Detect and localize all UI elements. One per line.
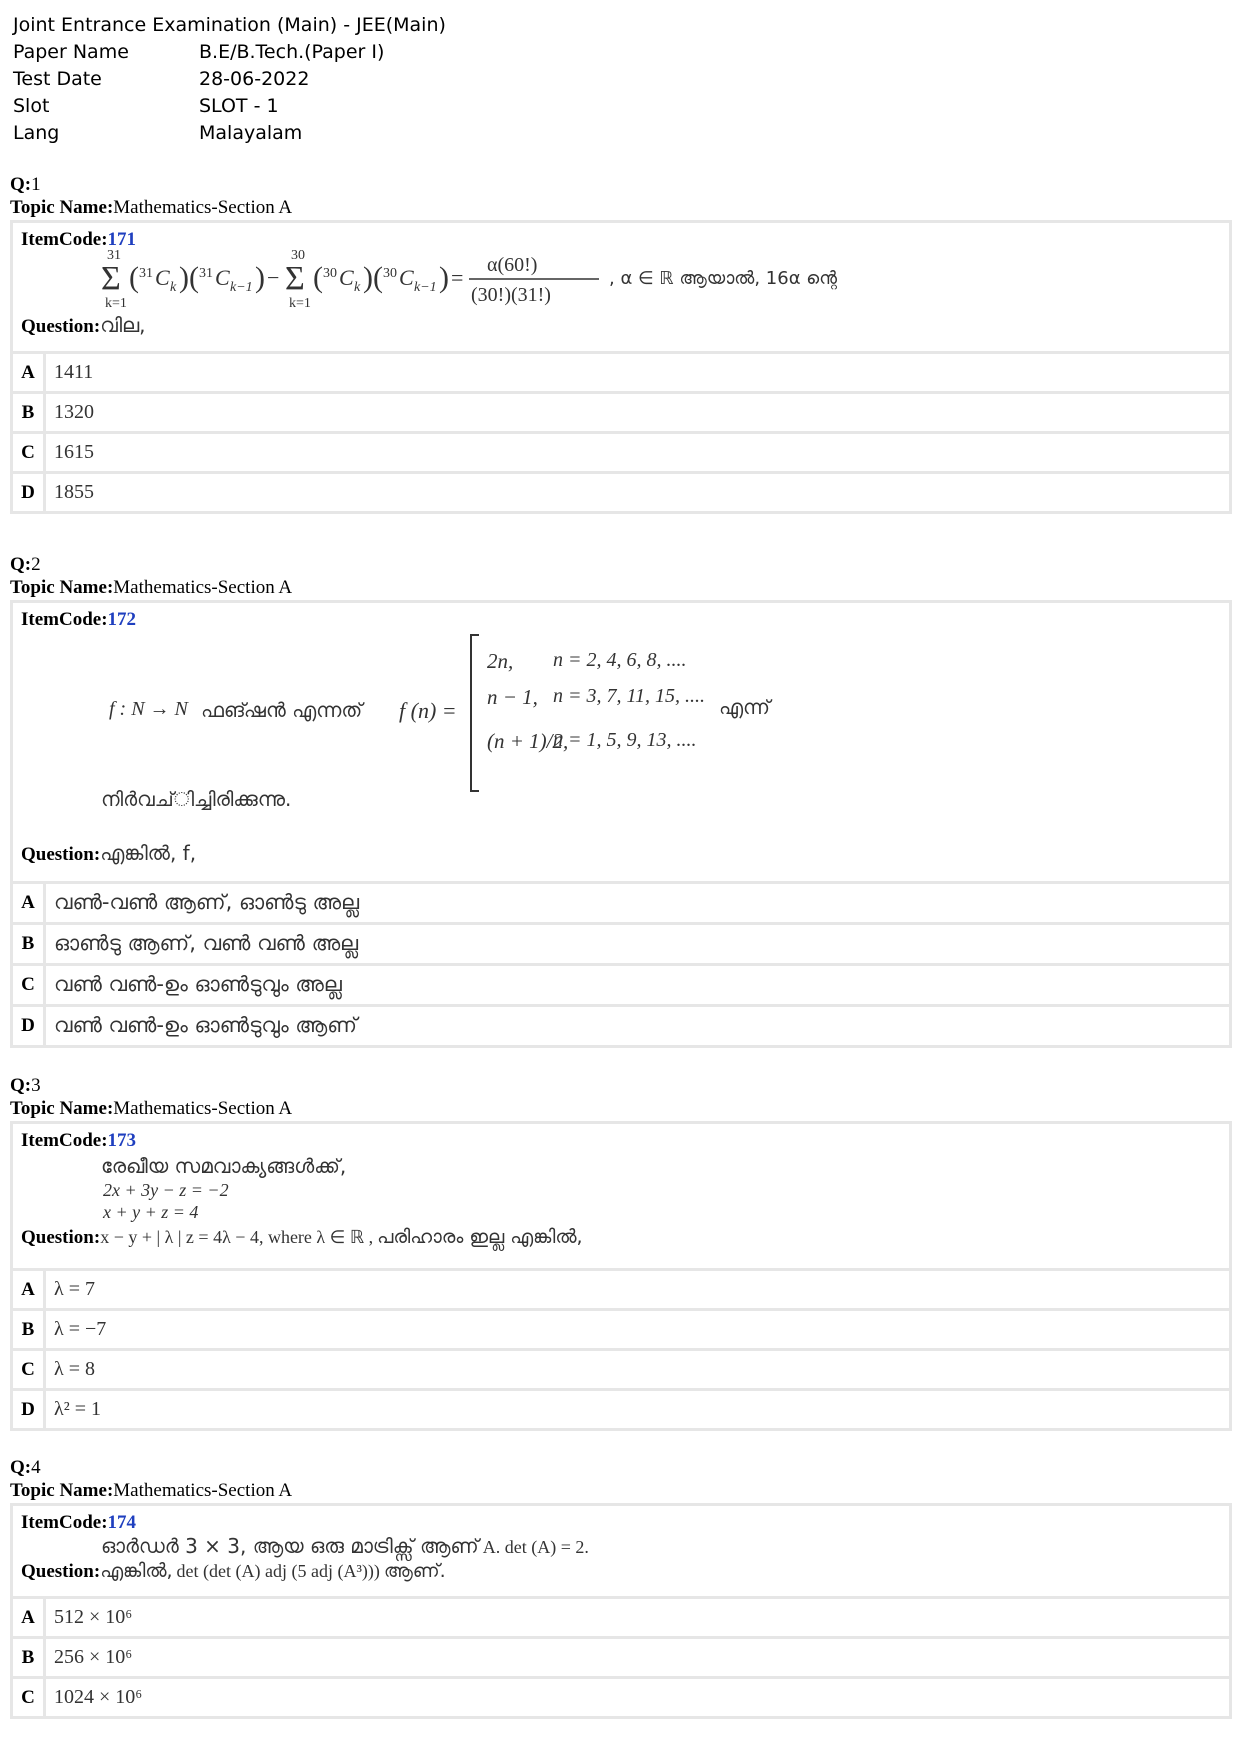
topic-name: Topic Name:Mathematics-Section A xyxy=(10,197,293,218)
case-bracket xyxy=(467,633,481,793)
case-cond: n = 3, 7, 11, 15, .... xyxy=(553,685,706,707)
svg-text:C: C xyxy=(339,265,354,290)
stem-suffix: എന്ന് xyxy=(719,695,771,719)
function-def: f : N → N xyxy=(109,698,188,720)
svg-text:): ) xyxy=(179,261,189,294)
stem-line: ഓർഡർ 3 × 3, ആയ ഒരു മാട്രിക്സ് ആണ് A. det (A) = 2. xyxy=(101,1534,589,1558)
option-b[interactable]: B 256 × 10⁶ xyxy=(13,1639,1229,1679)
question-number: Q:1 xyxy=(10,174,41,195)
question-number: Q:2 xyxy=(10,554,41,575)
option-a[interactable]: A 512 × 10⁶ xyxy=(13,1599,1229,1639)
svg-text:=: = xyxy=(451,265,464,290)
svg-text:31: 31 xyxy=(199,266,213,281)
item-code: ItemCode:172 xyxy=(21,609,137,630)
info-key: Slot xyxy=(13,95,50,117)
svg-text:−: − xyxy=(267,265,280,290)
info-value: Malayalam xyxy=(199,122,303,144)
svg-text:k: k xyxy=(354,280,361,295)
info-row xyxy=(13,66,384,93)
option-c[interactable]: C λ = 8 xyxy=(13,1351,1229,1391)
equation-1: 2x + 3y − z = −2 xyxy=(103,1180,229,1200)
question-line: Question:എങ്കിൽ, det (det (A) adj (5 adj (A³))) ആണ്. xyxy=(21,1560,446,1582)
question-block-1 xyxy=(10,173,1232,514)
svg-text:): ) xyxy=(255,261,265,294)
svg-text:Σ: Σ xyxy=(101,260,121,297)
svg-text:): ) xyxy=(363,261,373,294)
svg-text:k: k xyxy=(170,280,177,295)
question-number: Q:3 xyxy=(10,1075,41,1096)
case-expr: n − 1, xyxy=(487,685,538,709)
option-a[interactable]: A 1411 xyxy=(13,354,1229,394)
exam-header xyxy=(13,12,446,147)
svg-text:(: ( xyxy=(373,261,383,294)
case-expr: 2n, xyxy=(487,649,514,673)
info-row xyxy=(13,39,384,66)
stem-line-1: രേഖീയ സമവാക്യങ്ങൾക്ക്, xyxy=(101,1154,347,1178)
svg-text:30: 30 xyxy=(323,266,337,281)
option-c[interactable]: C വൺ വൺ-ഉം ഓൺടുവും അല്ല xyxy=(13,966,1229,1007)
info-value: SLOT - 1 xyxy=(199,95,279,117)
stem-text: ഫങ്ഷൻ എന്നത് xyxy=(201,698,363,722)
topic-name: Topic Name:Mathematics-Section A xyxy=(10,1098,293,1119)
svg-text:30: 30 xyxy=(383,266,397,281)
svg-text:(: ( xyxy=(189,261,199,294)
svg-text:k−1: k−1 xyxy=(414,280,437,295)
question-block-4 xyxy=(10,1456,1232,1719)
exam-info-table xyxy=(13,39,384,147)
option-a[interactable]: A λ = 7 xyxy=(13,1271,1229,1311)
question-line: Question:എങ്കിൽ, f, xyxy=(21,841,197,865)
svg-text:k=1: k=1 xyxy=(289,296,311,311)
case-cond: n = 2, 4, 6, 8, .... xyxy=(553,649,687,671)
svg-text:Σ: Σ xyxy=(285,260,305,297)
svg-text:C: C xyxy=(155,265,170,290)
svg-text:C: C xyxy=(215,265,230,290)
question-box xyxy=(10,1503,1232,1719)
question-box xyxy=(10,1121,1232,1431)
info-row xyxy=(13,120,384,147)
stem-suffix: , α ∈ ℝ ആയാൽ, 16α ന്റെ xyxy=(609,268,838,289)
function-lhs: f (n) = xyxy=(399,698,457,723)
option-d[interactable]: D വൺ വൺ-ഉം ഓൺടുവും ആണ് xyxy=(13,1007,1229,1045)
option-c[interactable]: C 1024 × 10⁶ xyxy=(13,1679,1229,1716)
question-box xyxy=(10,220,1232,514)
topic-name: Topic Name:Mathematics-Section A xyxy=(10,577,293,598)
option-d[interactable]: D 1855 xyxy=(13,474,1229,511)
option-d[interactable]: D λ² = 1 xyxy=(13,1391,1229,1428)
svg-text:(: ( xyxy=(313,261,323,294)
option-b[interactable]: B λ = −7 xyxy=(13,1311,1229,1351)
exam-title: Joint Entrance Examination (Main) - JEE(Main) xyxy=(13,14,446,36)
question-line: Question:വില, xyxy=(21,313,146,337)
svg-text:31: 31 xyxy=(139,266,153,281)
question-line: Question:x − y + | λ | z = 4λ − 4, where λ ∈ ℝ , പരിഹാരം ഇല്ല എങ്കിൽ, xyxy=(21,1226,583,1248)
item-code: ItemCode:173 xyxy=(21,1130,137,1151)
info-value: B.E/B.Tech.(Paper I) xyxy=(199,41,385,63)
topic-name: Topic Name:Mathematics-Section A xyxy=(10,1480,293,1501)
question-box xyxy=(10,600,1232,1048)
question-block-2 xyxy=(10,553,1232,1048)
svg-text:): ) xyxy=(439,261,449,294)
item-code: ItemCode:171 xyxy=(21,229,137,250)
svg-text:k−1: k−1 xyxy=(230,280,253,295)
question-number: Q:4 xyxy=(10,1457,41,1478)
case-cond: n = 1, 5, 9, 13, .... xyxy=(553,729,697,751)
stem-line-2: നിർവച്ിച്ചിരിക്കുന്നു. xyxy=(101,787,292,811)
option-c[interactable]: C 1615 xyxy=(13,434,1229,474)
equation-2: x + y + z = 4 xyxy=(103,1202,199,1222)
svg-text:(30!)(31!): (30!)(31!) xyxy=(471,284,551,306)
info-row xyxy=(13,93,384,120)
option-b[interactable]: B ഓൺടു ആണ്, വൺ വൺ അല്ല xyxy=(13,925,1229,966)
svg-text:30: 30 xyxy=(291,248,305,263)
info-key: Test Date xyxy=(13,68,102,90)
question-stem xyxy=(13,603,1229,884)
option-a[interactable]: A വൺ-വൺ ആണ്, ഓൺടു അല്ല xyxy=(13,884,1229,925)
info-value: 28-06-2022 xyxy=(199,68,310,90)
svg-text:31: 31 xyxy=(107,248,121,263)
question-stem xyxy=(13,223,1229,354)
svg-text:k=1: k=1 xyxy=(105,296,127,311)
question-block-3 xyxy=(10,1074,1232,1431)
option-b[interactable]: B 1320 xyxy=(13,394,1229,434)
question-stem xyxy=(13,1506,1229,1599)
svg-text:C: C xyxy=(399,265,414,290)
question-stem xyxy=(13,1124,1229,1271)
info-key: Paper Name xyxy=(13,41,129,63)
info-key: Lang xyxy=(13,122,60,144)
item-code: ItemCode:174 xyxy=(21,1512,137,1533)
svg-text:(: ( xyxy=(129,261,139,294)
summation-formula xyxy=(99,245,659,315)
svg-text:α(60!): α(60!) xyxy=(487,254,538,276)
case-expr: (n + 1)/2, xyxy=(487,729,569,753)
